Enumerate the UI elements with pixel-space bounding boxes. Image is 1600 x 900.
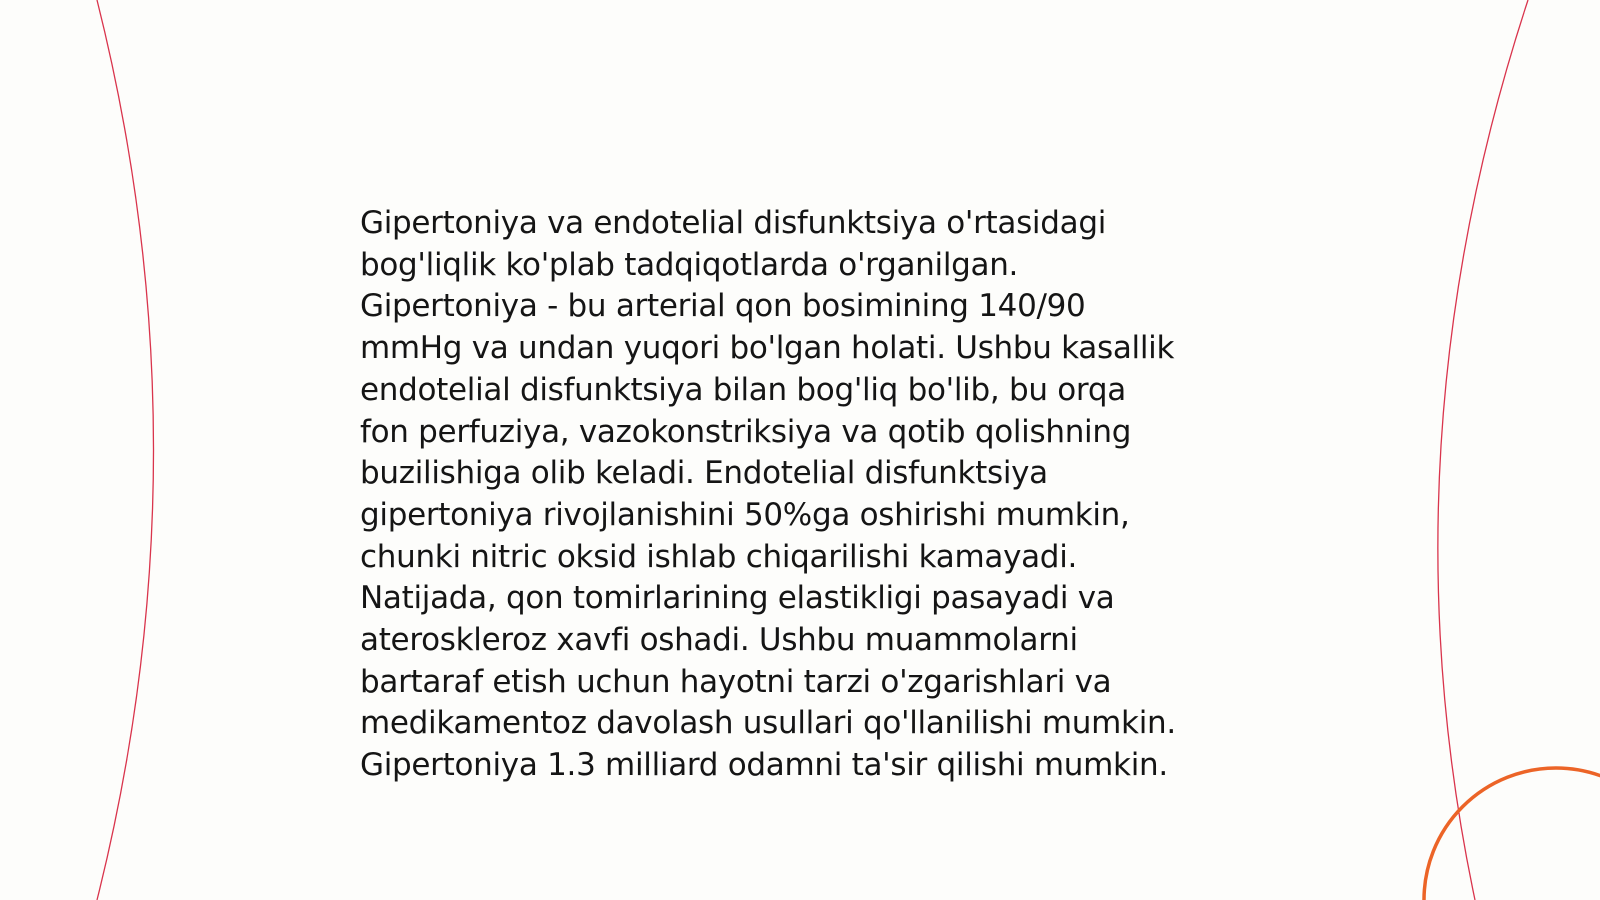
text-line: chunki nitric oksid ishlab chiqarilishi kamayadi.: [360, 538, 1078, 575]
text-line: gipertoniya rivojlanishini 50%ga oshirishi mumkin,: [360, 496, 1130, 533]
text-line: Gipertoniya va endotelial disfunktsiya o'rtasidagi: [360, 205, 1107, 241]
orange-circle-outline: [1424, 768, 1600, 900]
text-line: bog'liqlik ko'plab tadqiqotlarda o'rganilgan.: [360, 246, 1019, 283]
text-line: Gipertoniya - bu arterial qon bosimining 140/90: [360, 288, 1086, 325]
text-line: Natijada, qon tomirlarining elastikligi pasayadi va: [360, 580, 1115, 617]
left-curve-line: [97, 0, 154, 900]
right-curve-line: [1438, 0, 1528, 900]
text-line: buzilishiga olib keladi. Endotelial disfunktsiya: [360, 455, 1048, 492]
text-line: medikamentoz davolash usullari qo'llanilishi mumkin.: [360, 705, 1176, 742]
text-line: Gipertoniya 1.3 milliard odamni ta'sir qilishi mumkin.: [360, 747, 1168, 784]
body-paragraph: [360, 203, 1260, 787]
text-line: ateroskleroz xavfi oshadi. Ushbu muammolarni: [360, 622, 1078, 659]
text-line: mmHg va undan yuqori bo'lgan holati. Ushbu kasallik: [360, 330, 1175, 367]
text-line: endotelial disfunktsiya bilan bog'liq bo'lib, bu orqa: [360, 371, 1126, 408]
text-line: fon perfuziya, vazokonstriksiya va qotib qolishning: [360, 413, 1132, 450]
text-line: bartaraf etish uchun hayotni tarzi o'zgarishlari va: [360, 663, 1112, 700]
